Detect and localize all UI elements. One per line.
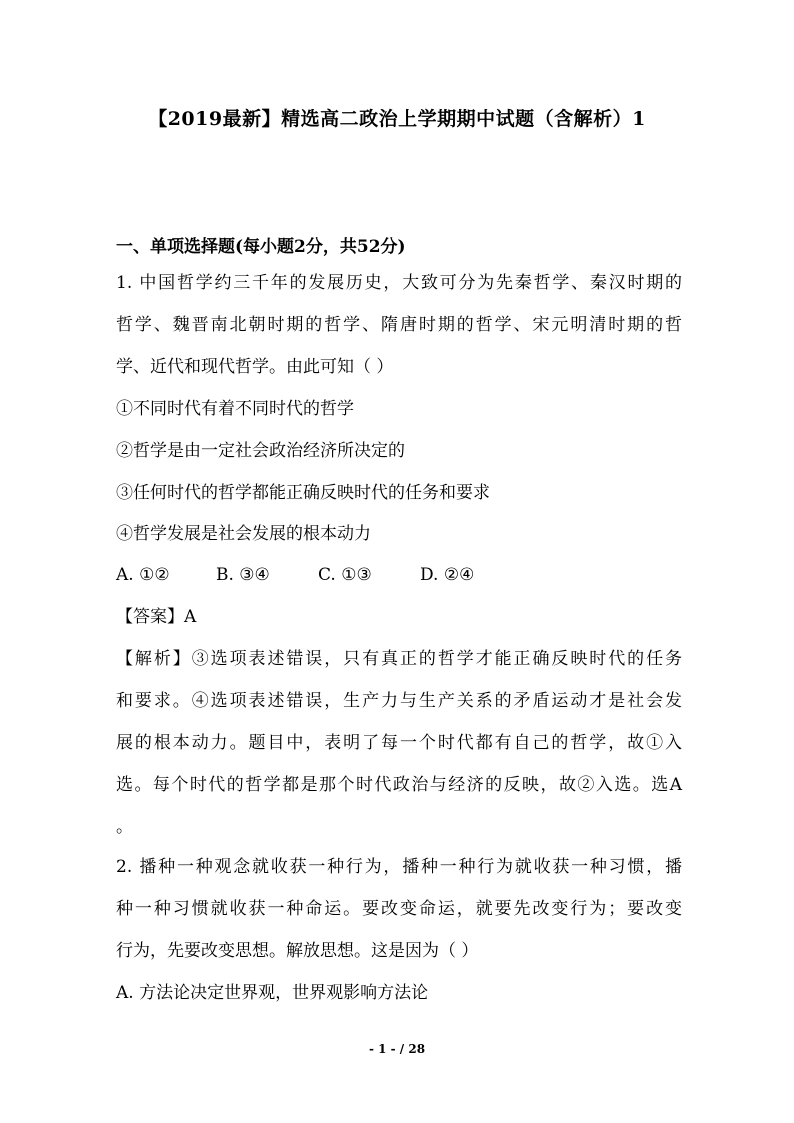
question-1-analysis-line-5: 。 [116, 817, 133, 837]
question-1-analysis-line-3: 展的根本动力。题目中，表明了每一个时代都有自己的哲学，故①入 [116, 733, 682, 753]
choice-d: D. ②④ [420, 565, 475, 585]
question-2-line-3: 行为，先要改变思想。解放思想。这是因为（ ） [116, 941, 479, 961]
question-1-analysis-line-4: 选。每个时代的哲学都是那个时代政治与经济的反映，故②入选。选A [116, 775, 682, 795]
question-1-statement-4: ④哲学发展是社会发展的根本动力 [116, 524, 371, 544]
section-heading: 一、单项选择题(每小题2分，共52分) [116, 237, 406, 257]
document-title: 【2019最新】精选高二政治上学期期中试题（含解析）1 [148, 108, 646, 130]
question-2-option-a: A. 方法论决定世界观，世界观影响方法论 [116, 983, 429, 1003]
choice-b: B. ③④ [216, 565, 270, 585]
question-1-choices [116, 564, 474, 586]
choice-c: C. ①③ [318, 565, 372, 585]
page-number: - 1 - / 28 [368, 1042, 426, 1056]
question-1-analysis-line-2: 和要求。④选项表述错误，生产力与生产关系的矛盾运动才是社会发 [116, 691, 682, 711]
choice-a: A. ①② [116, 565, 170, 585]
question-1-statement-3: ③任何时代的哲学都能正确反映时代的任务和要求 [116, 483, 490, 503]
question-1-statement-2: ②哲学是由一定社会政治经济所决定的 [116, 441, 405, 461]
question-2-line-1: 2. 播种一种观念就收获一种行为，播种一种行为就收获一种习惯，播 [116, 857, 682, 877]
question-1-statement-1: ①不同时代有着不同时代的哲学 [116, 399, 354, 419]
question-1-answer: 【答案】A [116, 607, 197, 627]
question-2-line-2: 种一种习惯就收获一种命运。要改变命运，就要先改变行为；要改变 [116, 899, 682, 919]
question-1-line-2: 哲学、魏晋南北朝时期的哲学、隋唐时期的哲学、宋元明清时期的哲 [116, 315, 682, 335]
question-1-line-3: 学、近代和现代哲学。由此可知（ ） [116, 357, 394, 377]
question-1-analysis-line-1: 【解析】③选项表述错误，只有真正的哲学才能正确反映时代的任务 [116, 649, 682, 669]
question-1-line-1: 1. 中国哲学约三千年的发展历史，大致可分为先秦哲学、秦汉时期的 [116, 273, 682, 293]
